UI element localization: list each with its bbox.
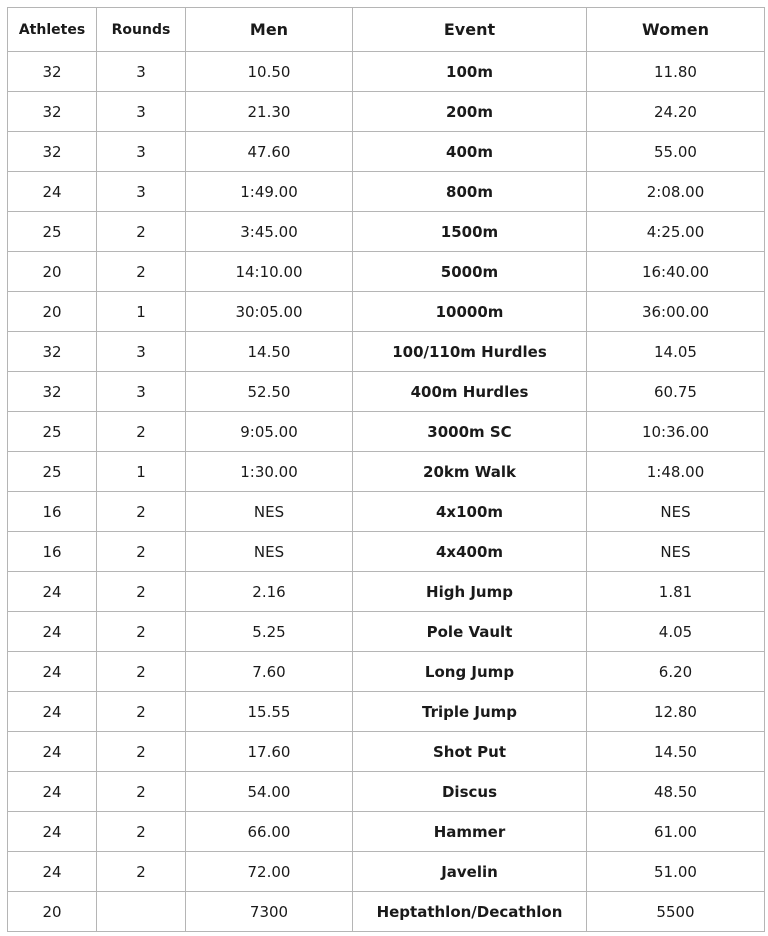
cell-athletes: 20: [8, 292, 97, 332]
cell-event: Hammer: [353, 812, 587, 852]
cell-athletes: 24: [8, 572, 97, 612]
cell-men-standard: NES: [186, 532, 353, 572]
cell-event: Triple Jump: [353, 692, 587, 732]
cell-event: 800m: [353, 172, 587, 212]
cell-athletes: 16: [8, 492, 97, 532]
cell-men-standard: 14.50: [186, 332, 353, 372]
cell-event: 100/110m Hurdles: [353, 332, 587, 372]
cell-event: Heptathlon/Decathlon: [353, 892, 587, 932]
cell-athletes: 32: [8, 332, 97, 372]
cell-athletes: 16: [8, 532, 97, 572]
cell-athletes: 24: [8, 852, 97, 892]
cell-men-standard: 54.00: [186, 772, 353, 812]
cell-event: Javelin: [353, 852, 587, 892]
cell-rounds: 2: [97, 612, 186, 652]
cell-men-standard: 10.50: [186, 52, 353, 92]
table-body: [8, 52, 765, 932]
table-row: [8, 332, 765, 372]
cell-rounds: [97, 892, 186, 932]
cell-event: Pole Vault: [353, 612, 587, 652]
cell-event: Long Jump: [353, 652, 587, 692]
cell-men-standard: 1:49.00: [186, 172, 353, 212]
cell-rounds: 3: [97, 172, 186, 212]
cell-athletes: 25: [8, 452, 97, 492]
cell-event: High Jump: [353, 572, 587, 612]
cell-event: 100m: [353, 52, 587, 92]
cell-women-standard: 12.80: [587, 692, 765, 732]
cell-women-standard: 48.50: [587, 772, 765, 812]
cell-women-standard: 10:36.00: [587, 412, 765, 452]
cell-men-standard: 66.00: [186, 812, 353, 852]
cell-women-standard: 14.05: [587, 332, 765, 372]
cell-women-standard: 1.81: [587, 572, 765, 612]
cell-rounds: 2: [97, 852, 186, 892]
cell-rounds: 3: [97, 372, 186, 412]
table-row: [8, 292, 765, 332]
header-event: Event: [353, 8, 587, 52]
cell-men-standard: NES: [186, 492, 353, 532]
cell-athletes: 32: [8, 372, 97, 412]
cell-rounds: 2: [97, 532, 186, 572]
cell-men-standard: 17.60: [186, 732, 353, 772]
cell-athletes: 24: [8, 172, 97, 212]
cell-women-standard: 16:40.00: [587, 252, 765, 292]
cell-women-standard: 5500: [587, 892, 765, 932]
cell-event: 4x400m: [353, 532, 587, 572]
table-row: [8, 772, 765, 812]
table-row: [8, 532, 765, 572]
cell-men-standard: 3:45.00: [186, 212, 353, 252]
cell-rounds: 3: [97, 332, 186, 372]
cell-women-standard: 4.05: [587, 612, 765, 652]
cell-women-standard: 55.00: [587, 132, 765, 172]
table-row: [8, 212, 765, 252]
cell-men-standard: 15.55: [186, 692, 353, 732]
cell-event: 400m: [353, 132, 587, 172]
cell-men-standard: 72.00: [186, 852, 353, 892]
cell-event: 1500m: [353, 212, 587, 252]
cell-women-standard: 14.50: [587, 732, 765, 772]
cell-men-standard: 30:05.00: [186, 292, 353, 332]
header-row: [8, 8, 765, 52]
cell-women-standard: NES: [587, 492, 765, 532]
table-row: [8, 652, 765, 692]
cell-rounds: 3: [97, 52, 186, 92]
cell-men-standard: 2.16: [186, 572, 353, 612]
header-women: Women: [587, 8, 765, 52]
cell-women-standard: 2:08.00: [587, 172, 765, 212]
cell-men-standard: 14:10.00: [186, 252, 353, 292]
cell-rounds: 2: [97, 812, 186, 852]
cell-men-standard: 7300: [186, 892, 353, 932]
cell-women-standard: 11.80: [587, 52, 765, 92]
table-row: [8, 452, 765, 492]
table-row: [8, 572, 765, 612]
header-men: Men: [186, 8, 353, 52]
cell-athletes: 20: [8, 892, 97, 932]
cell-event: Shot Put: [353, 732, 587, 772]
cell-athletes: 20: [8, 252, 97, 292]
cell-rounds: 1: [97, 452, 186, 492]
cell-athletes: 32: [8, 52, 97, 92]
cell-event: 3000m SC: [353, 412, 587, 452]
table-row: [8, 692, 765, 732]
table-row: [8, 892, 765, 932]
cell-women-standard: 60.75: [587, 372, 765, 412]
cell-athletes: 24: [8, 812, 97, 852]
cell-men-standard: 5.25: [186, 612, 353, 652]
cell-athletes: 24: [8, 612, 97, 652]
cell-rounds: 2: [97, 692, 186, 732]
cell-men-standard: 47.60: [186, 132, 353, 172]
table-row: [8, 132, 765, 172]
cell-rounds: 2: [97, 772, 186, 812]
cell-event: 5000m: [353, 252, 587, 292]
cell-rounds: 2: [97, 212, 186, 252]
cell-rounds: 2: [97, 252, 186, 292]
cell-women-standard: 36:00.00: [587, 292, 765, 332]
table-row: [8, 812, 765, 852]
table-row: [8, 172, 765, 212]
cell-event: 20km Walk: [353, 452, 587, 492]
table-row: [8, 492, 765, 532]
table-row: [8, 92, 765, 132]
table-row: [8, 612, 765, 652]
cell-women-standard: 4:25.00: [587, 212, 765, 252]
cell-athletes: 32: [8, 132, 97, 172]
cell-rounds: 2: [97, 412, 186, 452]
cell-women-standard: 6.20: [587, 652, 765, 692]
qualifying-standards-table: [7, 7, 765, 932]
table-row: [8, 732, 765, 772]
table-row: [8, 52, 765, 92]
cell-event: 400m Hurdles: [353, 372, 587, 412]
header-athletes: Athletes: [8, 8, 97, 52]
cell-athletes: 24: [8, 692, 97, 732]
cell-event: 10000m: [353, 292, 587, 332]
cell-women-standard: 61.00: [587, 812, 765, 852]
cell-rounds: 3: [97, 132, 186, 172]
cell-men-standard: 9:05.00: [186, 412, 353, 452]
cell-athletes: 32: [8, 92, 97, 132]
cell-athletes: 24: [8, 652, 97, 692]
cell-event: 200m: [353, 92, 587, 132]
cell-rounds: 2: [97, 572, 186, 612]
cell-men-standard: 52.50: [186, 372, 353, 412]
cell-event: 4x100m: [353, 492, 587, 532]
cell-rounds: 1: [97, 292, 186, 332]
table-row: [8, 372, 765, 412]
header-rounds: Rounds: [97, 8, 186, 52]
cell-men-standard: 21.30: [186, 92, 353, 132]
cell-men-standard: 7.60: [186, 652, 353, 692]
cell-rounds: 2: [97, 492, 186, 532]
table-row: [8, 252, 765, 292]
cell-rounds: 2: [97, 732, 186, 772]
table-row: [8, 412, 765, 452]
cell-women-standard: NES: [587, 532, 765, 572]
cell-women-standard: 51.00: [587, 852, 765, 892]
cell-athletes: 24: [8, 732, 97, 772]
table-row: [8, 852, 765, 892]
cell-event: Discus: [353, 772, 587, 812]
cell-women-standard: 1:48.00: [587, 452, 765, 492]
cell-rounds: 2: [97, 652, 186, 692]
cell-athletes: 25: [8, 412, 97, 452]
cell-men-standard: 1:30.00: [186, 452, 353, 492]
cell-women-standard: 24.20: [587, 92, 765, 132]
cell-athletes: 24: [8, 772, 97, 812]
cell-rounds: 3: [97, 92, 186, 132]
cell-athletes: 25: [8, 212, 97, 252]
